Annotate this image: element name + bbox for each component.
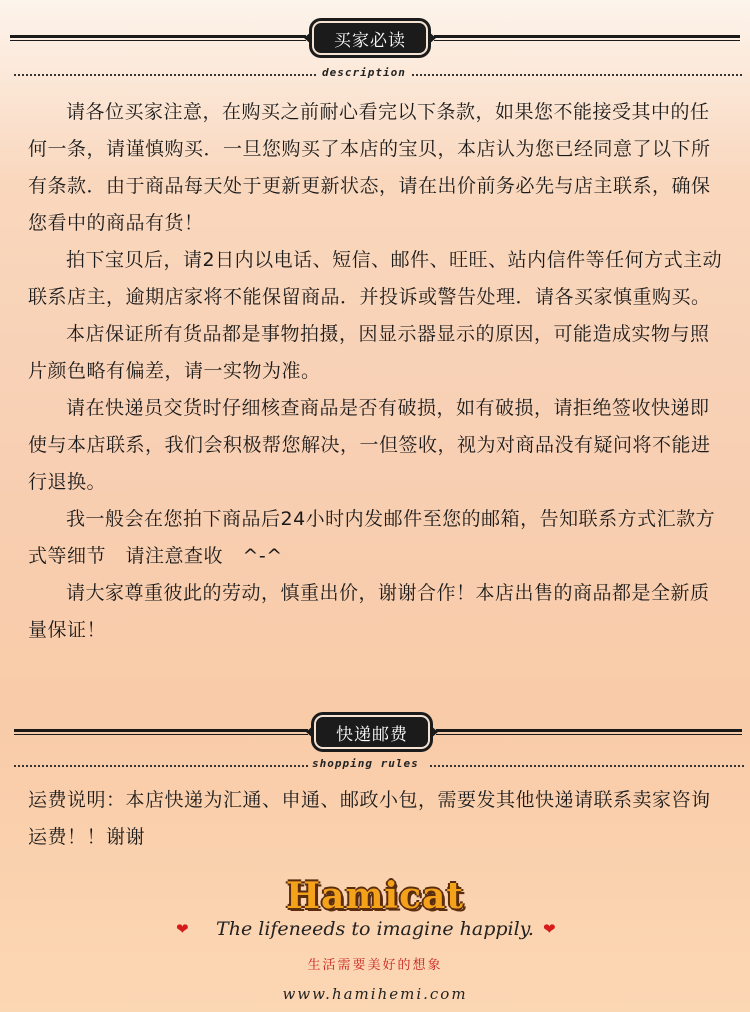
hamicat-logo: Hamicat [286,875,464,917]
section-subtitle: shopping rules [312,757,419,770]
section-subtitle: description [322,66,406,79]
section-title-badge: 快递邮费 [314,715,430,749]
notice-paragraph: 请在快递员交货时仔细核查商品是否有破损，如有破损，请拒绝签收快递即使与本店联系，我们会积极帮您解决，一但签收，视为对商品没有疑问将不能进行退换。 [28,397,711,493]
header-rule-right [436,729,742,735]
section-title-badge: 买家必读 [312,21,428,55]
notice-paragraph: 请大家尊重彼此的劳动，慎重出价，谢谢合作！本店出售的商品都是全新质量保证！ [28,582,710,641]
shipping-paragraph: 运费说明：本店快递为汇通、申通、邮政小包，需要发其他快递请联系卖家咨询运费！！谢谢 [28,789,711,848]
dotted-rule-right [430,765,744,767]
shipping-body [28,782,728,856]
notice-paragraph: 本店保证所有货品都是事物拍摄，因显示器显示的原因，可能造成实物与照片颜色略有偏差，请一实物为准。 [28,323,710,382]
dotted-rule-left [14,765,308,767]
brand-tagline: The lifeneeds to imagine happily. [216,918,534,940]
heart-icon: ❤ [176,920,189,938]
section-header-buyer-notice [0,20,750,56]
notice-paragraph: 请各位买家注意，在购买之前耐心看完以下条款，如果您不能接受其中的任何一条，请谨慎购买．一旦您购买了本店的宝贝，本店认为您已经同意了以下所有条款．由于商品每天处于更新更新状态，请在出价前务必先与店主联系，确保您看中的商品有货！ [28,101,711,234]
section-subtitle-row [0,759,750,773]
website-url: www.hamihemi.com [282,985,468,1003]
dotted-rule-left [14,74,316,76]
header-rule-left [14,729,308,735]
dotted-rule-right [412,74,742,76]
notice-paragraph: 我一般会在您拍下商品后24小时内发邮件至您的邮箱，告知联系方式汇款方式等细节 请注意查收 ^-^ [28,508,716,567]
header-rule-left [10,35,306,41]
buyer-notice-body [28,94,728,649]
section-header-shipping [0,714,750,750]
chinese-tagline: 生活需要美好的想象 [307,958,443,973]
header-rule-right [434,35,740,41]
section-subtitle-row [0,68,750,82]
notice-paragraph: 拍下宝贝后，请2日内以电话、短信、邮件、旺旺、站内信件等任何方式主动联系店主，逾期店家将不能保留商品．并投诉或警告处理．请各买家慎重购买。 [28,249,723,308]
heart-icon: ❤ [543,920,556,938]
